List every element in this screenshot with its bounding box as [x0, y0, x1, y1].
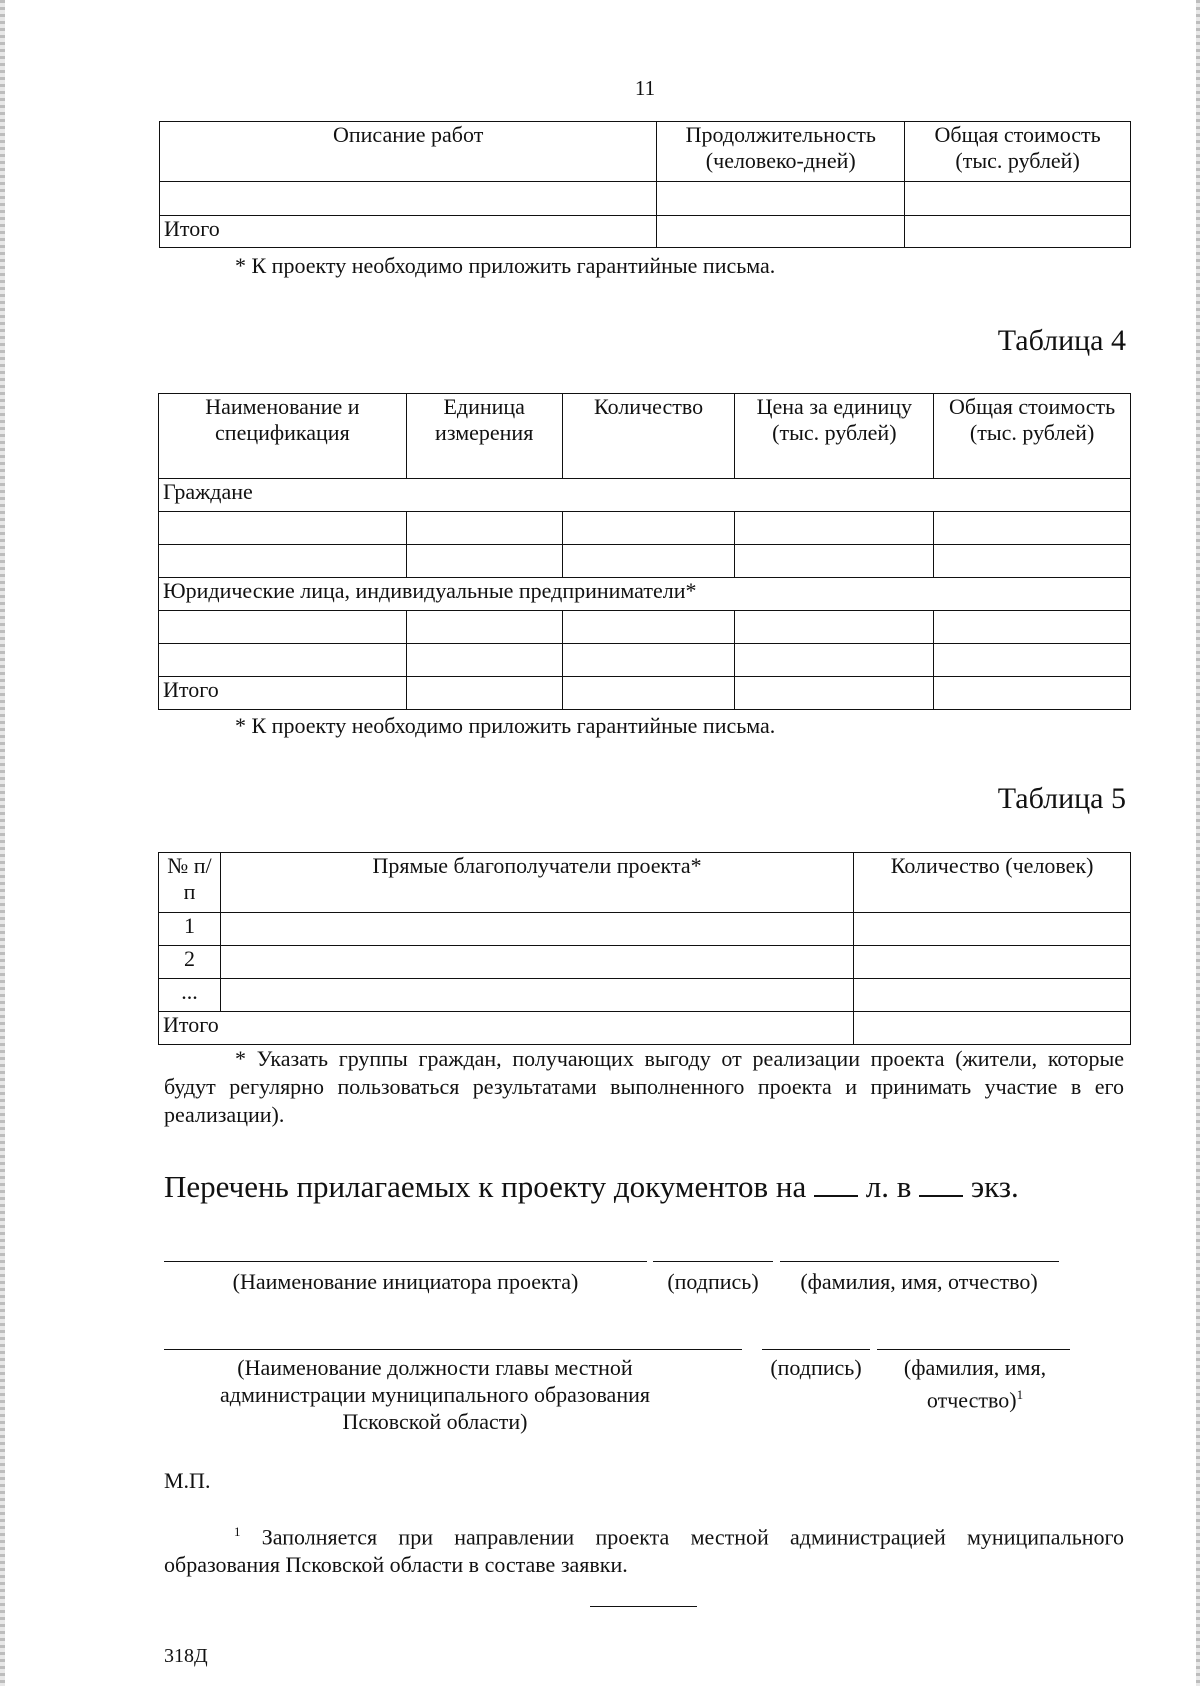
table-works: [159, 121, 1131, 248]
footnote-mark: 1: [234, 1524, 241, 1539]
header-cell: Наименование и спецификация: [159, 394, 407, 479]
sheets-blank: [814, 1167, 858, 1197]
table-header-row: [159, 394, 1131, 479]
table-row: [159, 946, 1131, 979]
table-total-row: [159, 1012, 1131, 1045]
group-row: [159, 479, 1131, 512]
table-row: [159, 611, 1131, 644]
signature1-name-caption: (Наименование инициатора проекта): [232, 1269, 579, 1294]
row-number: ...: [159, 979, 221, 1012]
header-cell: Единица измерения: [406, 394, 562, 479]
documents-prefix: Перечень прилагаемых к проекту документов на: [164, 1169, 807, 1204]
header-cell: Общая стоимость (тыс. рублей): [934, 394, 1131, 479]
table-row: [159, 913, 1131, 946]
group-label: Граждане: [159, 479, 1131, 512]
table-total-row: [160, 216, 1131, 248]
footnote-text: Заполняется при направлении проекта местной администрацией муниципального образования Псковской области в составе заявки.: [164, 1524, 1125, 1578]
group-label: Юридические лица, индивидуальные предприниматели*: [159, 578, 1131, 611]
table-row: [160, 182, 1131, 216]
header-cell: Прямые благополучатели проекта*: [220, 853, 853, 913]
group-row: [159, 578, 1131, 611]
table-materials: [158, 393, 1131, 710]
header-cell: Общая стоимость (тыс. рублей): [905, 122, 1131, 182]
table-header-row: [160, 122, 1131, 182]
signature1-sign-line: [653, 1261, 773, 1262]
table4-title: Таблица 4: [997, 324, 1126, 357]
signature2-sign-caption: (подпись): [770, 1355, 862, 1380]
page-number: 11: [634, 76, 656, 100]
documents-mid: л. в: [865, 1169, 912, 1204]
scan-edge-left: [0, 0, 5, 1686]
copies-blank: [919, 1167, 963, 1197]
signature2-fio-line: [877, 1349, 1070, 1350]
table-row: [159, 644, 1131, 677]
signature1-sign-caption: (подпись): [667, 1269, 759, 1294]
signature2-sign-line: [762, 1349, 870, 1350]
table-row: [159, 979, 1131, 1012]
table-row: [159, 512, 1131, 545]
total-label: Итого: [159, 1012, 854, 1045]
footnote-1: [164, 1518, 1124, 1579]
signature1-fio-line: [780, 1261, 1059, 1262]
header-cell: № п/п: [159, 853, 221, 913]
signature1-name-line: [164, 1261, 647, 1262]
table4-footnote: * К проекту необходимо приложить гарантийные письма.: [235, 713, 776, 738]
total-label: Итого: [160, 216, 657, 248]
signature2-fio-caption: [880, 1354, 1070, 1413]
row-number: 1: [159, 913, 221, 946]
table5-title: Таблица 5: [997, 782, 1126, 815]
table-row: [159, 545, 1131, 578]
table-works-footnote: * К проекту необходимо приложить гарантийные письма.: [235, 253, 776, 278]
total-label: Итого: [159, 677, 407, 710]
header-cell: Описание работ: [160, 122, 657, 182]
documents-line: [164, 1167, 1019, 1205]
documents-suffix: экз.: [970, 1169, 1019, 1204]
table-beneficiaries: [158, 852, 1131, 1045]
signature1-fio-caption: (фамилия, имя, отчество): [800, 1269, 1038, 1294]
signature2-name-line: [164, 1349, 742, 1350]
scan-edge-right: [1196, 0, 1200, 1686]
stamp-place: М.П.: [164, 1468, 211, 1493]
header-cell: Цена за единицу (тыс. рублей): [735, 394, 934, 479]
end-rule: [590, 1606, 697, 1607]
header-cell: Количество (человек): [854, 853, 1131, 913]
table-total-row: [159, 677, 1131, 710]
table5-footnote: * Указать группы граждан, получающих выгоду от реализации проекта (жители, которые будут регулярно пользоваться результатами выполненного проекта и принимать участие в его реализации).: [164, 1046, 1124, 1127]
signature2-fio-text: (фамилия, имя, отчество): [903, 1355, 1047, 1413]
signature2-name-caption: (Наименование должности главы местной администрации муниципального образования Псковской области): [220, 1355, 650, 1434]
header-cell: Продолжительность (человеко-дней): [657, 122, 905, 182]
table-header-row: [159, 853, 1131, 913]
header-cell: Количество: [562, 394, 735, 479]
doc-code: 318Д: [164, 1645, 208, 1667]
row-number: 2: [159, 946, 221, 979]
footnote-ref: 1: [1016, 1387, 1024, 1402]
